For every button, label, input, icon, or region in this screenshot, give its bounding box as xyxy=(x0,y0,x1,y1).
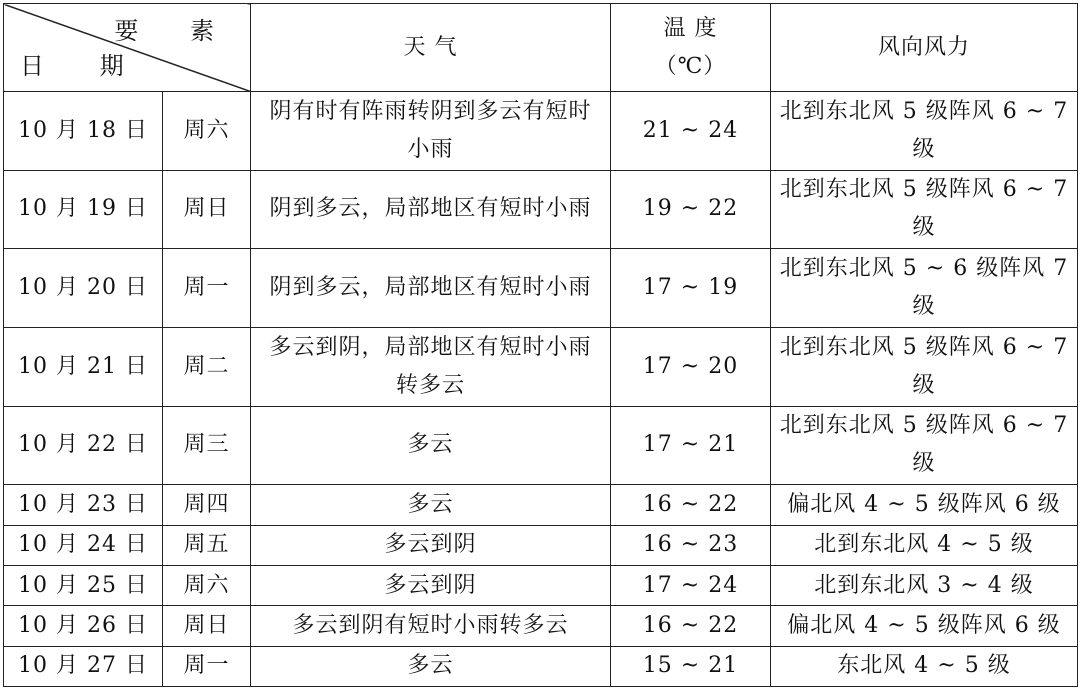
date-cell: 10 月 25 日 xyxy=(4,565,163,605)
date-cell: 10 月 21 日 xyxy=(4,327,163,406)
temperature-cell: 16 ~ 22 xyxy=(611,606,771,646)
temperature-header-label: 温 度 xyxy=(663,15,718,41)
weather-cell: 多云 xyxy=(251,485,611,525)
wind-cell: 北到东北风 5 ~ 6 级阵风 7 级 xyxy=(771,249,1078,328)
date-label: 日 期 xyxy=(20,52,148,80)
table-row xyxy=(4,485,1078,525)
weekday-cell: 周六 xyxy=(163,92,251,171)
table-row xyxy=(4,170,1078,249)
weekday-cell: 周五 xyxy=(163,525,251,565)
wind-cell: 北到东北风 5 级阵风 6 ~ 7 级 xyxy=(771,327,1078,406)
wind-cell: 北到东北风 3 ~ 4 级 xyxy=(771,565,1078,605)
weather-cell: 多云到阴 xyxy=(251,565,611,605)
temperature-cell: 17 ~ 24 xyxy=(611,565,771,605)
weather-cell: 多云到阴有短时小雨转多云 xyxy=(251,606,611,646)
wind-cell: 北到东北风 5 级阵风 6 ~ 7 级 xyxy=(771,406,1078,485)
temperature-cell: 15 ~ 21 xyxy=(611,646,771,686)
weather-cell: 阴到多云，局部地区有短时小雨 xyxy=(251,170,611,249)
table-header xyxy=(4,4,1078,92)
weekday-cell: 周一 xyxy=(163,249,251,328)
temperature-cell: 19 ~ 22 xyxy=(611,170,771,249)
weekday-cell: 周日 xyxy=(163,606,251,646)
table-row xyxy=(4,92,1078,171)
table-row xyxy=(4,249,1078,328)
date-cell: 10 月 20 日 xyxy=(4,249,163,328)
weather-cell: 多云到阴，局部地区有短时小雨转多云 xyxy=(251,327,611,406)
weather-cell: 多云 xyxy=(251,646,611,686)
diagonal-header-cell xyxy=(4,4,251,92)
wind-cell: 东北风 4 ~ 5 级 xyxy=(771,646,1078,686)
temperature-cell: 16 ~ 23 xyxy=(611,525,771,565)
weekday-cell: 周六 xyxy=(163,565,251,605)
weather-cell: 多云到阴 xyxy=(251,525,611,565)
wind-cell: 北到东北风 5 级阵风 6 ~ 7 级 xyxy=(771,92,1078,171)
wind-cell: 北到东北风 4 ~ 5 级 xyxy=(771,525,1078,565)
date-cell: 10 月 19 日 xyxy=(4,170,163,249)
table-row xyxy=(4,646,1078,686)
temperature-unit-label: （℃） xyxy=(654,53,727,79)
weekday-cell: 周四 xyxy=(163,485,251,525)
temperature-cell: 17 ~ 21 xyxy=(611,406,771,485)
weather-cell: 阴有时有阵雨转阴到多云有短时小雨 xyxy=(251,92,611,171)
table-row xyxy=(4,606,1078,646)
temperature-cell: 17 ~ 19 xyxy=(611,249,771,328)
forecast-table xyxy=(3,3,1078,687)
wind-cell: 偏北风 4 ~ 5 级阵风 6 级 xyxy=(771,606,1078,646)
weather-header: 天 气 xyxy=(251,4,611,92)
table-row xyxy=(4,525,1078,565)
elements-label: 要 素 xyxy=(114,17,236,45)
weather-cell: 阴到多云，局部地区有短时小雨 xyxy=(251,249,611,328)
wind-header: 风向风力 xyxy=(771,4,1078,92)
wind-cell: 偏北风 4 ~ 5 级阵风 6 级 xyxy=(771,485,1078,525)
table-row xyxy=(4,327,1078,406)
wind-cell: 北到东北风 5 级阵风 6 ~ 7 级 xyxy=(771,170,1078,249)
weather-cell: 多云 xyxy=(251,406,611,485)
weekday-cell: 周二 xyxy=(163,327,251,406)
date-cell: 10 月 26 日 xyxy=(4,606,163,646)
header-row xyxy=(4,4,1078,92)
weekday-cell: 周三 xyxy=(163,406,251,485)
date-cell: 10 月 18 日 xyxy=(4,92,163,171)
temperature-cell: 21 ~ 24 xyxy=(611,92,771,171)
table-row xyxy=(4,565,1078,605)
temperature-cell: 17 ~ 20 xyxy=(611,327,771,406)
date-cell: 10 月 22 日 xyxy=(4,406,163,485)
table-row xyxy=(4,406,1078,485)
date-cell: 10 月 23 日 xyxy=(4,485,163,525)
date-cell: 10 月 27 日 xyxy=(4,646,163,686)
table-body xyxy=(4,92,1078,687)
weekday-cell: 周一 xyxy=(163,646,251,686)
date-cell: 10 月 24 日 xyxy=(4,525,163,565)
temperature-cell: 16 ~ 22 xyxy=(611,485,771,525)
temperature-header xyxy=(611,4,771,92)
weekday-cell: 周日 xyxy=(163,170,251,249)
